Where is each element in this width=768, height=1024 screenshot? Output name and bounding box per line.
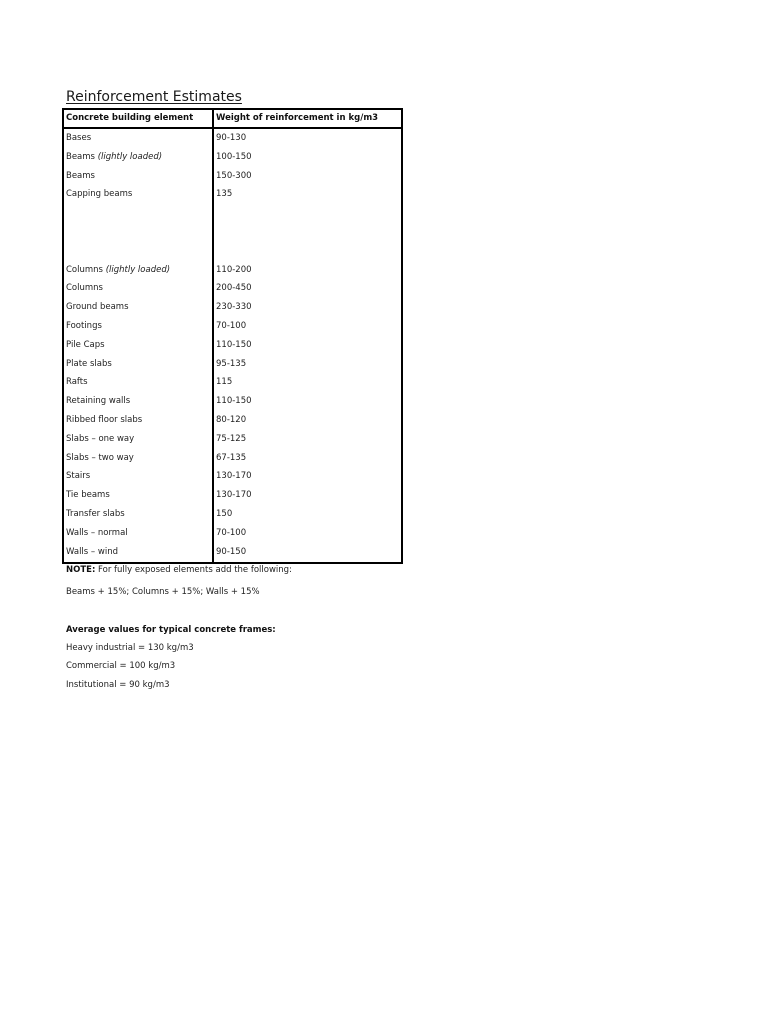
weight-cell: 90-150 <box>216 546 247 557</box>
table-row <box>64 129 401 148</box>
table-row <box>64 185 401 204</box>
element-name: Rafts <box>66 377 88 388</box>
element-cell <box>64 453 214 463</box>
weight-cell: 110-150 <box>216 339 252 350</box>
element-name: Columns <box>66 264 103 275</box>
weight-cell: 150 <box>216 508 233 519</box>
table-row <box>64 411 401 430</box>
weight-cell: 70-100 <box>216 320 247 331</box>
element-name: Stairs <box>66 471 91 482</box>
weight-cell: 115 <box>216 377 233 388</box>
blank-rows <box>64 204 401 260</box>
element-cell <box>64 189 214 199</box>
note-label: NOTE: <box>66 565 96 575</box>
table-header-row <box>64 110 401 129</box>
header-weight: Weight of reinforcement in kg/m3 <box>216 113 379 124</box>
table-row <box>64 279 401 298</box>
element-name: Slabs – one way <box>66 433 135 444</box>
element-name: Tie beams <box>66 490 110 501</box>
element-name: Footings <box>66 320 102 331</box>
average-item: Institutional = 90 kg/m3 <box>66 680 170 690</box>
header-element: Concrete building element <box>66 113 194 124</box>
weight-cell: 135 <box>216 189 233 200</box>
element-name: Walls – normal <box>66 527 128 538</box>
table-row <box>64 467 401 486</box>
table-row <box>64 354 401 373</box>
weight-cell: 130-170 <box>216 490 252 501</box>
weight-cell: 80-120 <box>216 414 247 425</box>
element-cell <box>64 265 214 275</box>
note-text: For fully exposed elements add the following: <box>98 565 292 575</box>
note-line <box>66 564 292 576</box>
table-row <box>64 317 401 336</box>
table-row <box>64 523 401 542</box>
element-name: Walls – wind <box>66 546 118 557</box>
element-name: Pile Caps <box>66 339 105 350</box>
element-cell <box>64 490 214 500</box>
element-name: Ground beams <box>66 302 129 313</box>
element-cell <box>64 415 214 425</box>
average-item: Heavy industrial = 130 kg/m3 <box>66 643 194 653</box>
element-name: Beams <box>66 170 95 181</box>
element-qualifier: (lightly loaded) <box>97 151 163 162</box>
element-name: Bases <box>66 132 92 143</box>
element-cell <box>64 283 214 293</box>
table-row <box>64 373 401 392</box>
weight-cell: 70-100 <box>216 527 247 538</box>
element-name: Plate slabs <box>66 358 112 369</box>
element-cell <box>64 152 214 162</box>
averages-heading: Average values for typical concrete frames: <box>66 625 276 635</box>
element-name: Retaining walls <box>66 396 131 407</box>
weight-cell: 75-125 <box>216 433 247 444</box>
element-cell <box>64 340 214 350</box>
element-cell <box>64 509 214 519</box>
element-name: Beams <box>66 151 95 162</box>
element-cell <box>64 471 214 481</box>
table-row <box>64 542 401 561</box>
average-item: Commercial = 100 kg/m3 <box>66 661 176 671</box>
table-row <box>64 429 401 448</box>
weight-cell: 230-330 <box>216 302 252 313</box>
element-name: Columns <box>66 283 103 294</box>
weight-cell: 100-150 <box>216 151 252 162</box>
weight-cell: 67-135 <box>216 452 247 463</box>
weight-cell: 110-150 <box>216 396 252 407</box>
table-row <box>64 505 401 524</box>
weight-cell: 95-135 <box>216 358 247 369</box>
weight-cell: 150-300 <box>216 170 252 181</box>
element-cell <box>64 547 214 557</box>
weight-cell: 200-450 <box>216 283 252 294</box>
element-qualifier: (lightly loaded) <box>105 264 171 275</box>
element-cell <box>64 377 214 387</box>
element-cell <box>64 528 214 538</box>
table-row <box>64 260 401 279</box>
element-cell <box>64 434 214 444</box>
allowances-line: Beams + 15%; Columns + 15%; Walls + 15% <box>66 587 260 597</box>
reinforcement-table <box>62 108 403 564</box>
weight-cell: 110-200 <box>216 264 252 275</box>
weight-cell: 130-170 <box>216 471 252 482</box>
element-name: Transfer slabs <box>66 508 125 519</box>
element-cell <box>64 396 214 406</box>
element-cell <box>64 302 214 312</box>
element-cell <box>64 133 214 143</box>
column-divider <box>212 110 214 562</box>
element-cell <box>64 359 214 369</box>
element-name: Ribbed floor slabs <box>66 414 143 425</box>
element-cell <box>64 171 214 181</box>
element-name: Slabs – two way <box>66 452 134 463</box>
table-row <box>64 392 401 411</box>
element-name: Capping beams <box>66 189 133 200</box>
table-row <box>64 335 401 354</box>
table-row <box>64 147 401 166</box>
table-row <box>64 448 401 467</box>
element-cell <box>64 321 214 331</box>
page-title: Reinforcement Estimates <box>66 89 242 105</box>
table-row <box>64 166 401 185</box>
weight-cell: 90-130 <box>216 132 247 143</box>
table-row <box>64 486 401 505</box>
table-row <box>64 298 401 317</box>
